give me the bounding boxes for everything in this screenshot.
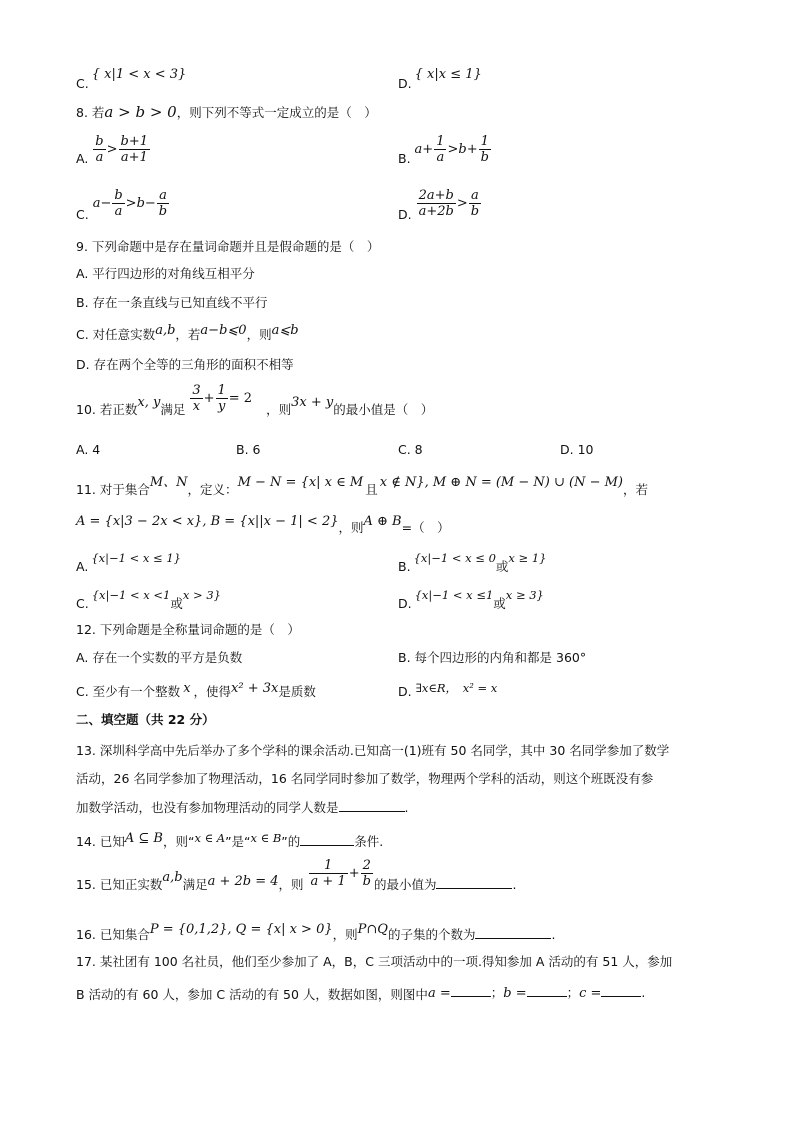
q15-stem: 15. 已知正实数a,b满足a + 2b = 4，则 $\frac{1}{a + 1}$ + $\frac{2}{b}$ 的最小值为 . — [76, 858, 517, 892]
fraction: $\frac{1}{y}$ — [217, 383, 226, 414]
q16-stem: 16. 已知集合P = {0,1,2}, Q = {x| x > 0}，则P∩Q的子集的个数为 . — [76, 922, 556, 942]
q10-option-b: B. 6 — [236, 442, 261, 457]
q11-given: A = {x|3 − 2x < x}, B = {x||x − 1| < 2}，则A ⊕ B=（ ） — [76, 514, 450, 535]
q17-line-2: B 活动的有 60 人，参加 C 活动的有 50 人，数据如图，则图中a = ；b = ；c = . — [76, 985, 646, 1002]
fraction: $\frac{b}{a}$ — [114, 188, 123, 219]
answer-blank-b[interactable] — [527, 984, 567, 997]
q13-line-1: 13. 深圳科学高中先后举办了多个学科的课余活动.已知高一(1)班有 50 名同学，其中 30 名同学参加了数学 — [76, 743, 670, 758]
q11-option-c: C.{x|−1 < x <1或x > 3} — [76, 588, 221, 611]
q12-option-a: A. 存在一个实数的平方是负数 — [76, 650, 243, 665]
q12-option-c: C. 至少有一个整数 x ，使得x² + 3x是质数 — [76, 681, 316, 699]
q7-option-c: C.{ x|1 < x < 3} — [76, 67, 187, 91]
answer-blank[interactable] — [339, 799, 405, 812]
answer-blank[interactable] — [300, 833, 354, 846]
fraction: $\frac{2a+b}{a+2b}$ — [418, 188, 454, 219]
q8-option-a: A. $\frac{b}{a}$ > $\frac{b+1}{a+1}$ — [76, 134, 149, 166]
q12-stem: 12. 下列命题是全称量词命题的是（ ） — [76, 622, 300, 637]
q11-option-b: B.{x|−1 < x ≤ 0或x ≥ 1} — [398, 551, 547, 574]
q9-option-a: A. 平行四边形的对角线互相平分 — [76, 266, 255, 281]
answer-blank-c[interactable] — [601, 984, 641, 997]
q11-stem: 11. 对于集合M、N，定义：M − N = {x| x ∈ M 且 x ∉ N}, M ⊕ N = (M − N) ∪ (N − M)，若 — [76, 475, 649, 497]
q13-line-2: 活动，26 名同学参加了物理活动，16 名同学同时参加了数学，物理两个学科的活动，则这个班既没有参 — [76, 771, 654, 786]
q8-option-d: D. $\frac{2a+b}{a+2b}$ > $\frac{a}{b}$ — [398, 188, 480, 222]
answer-blank-a[interactable] — [451, 984, 491, 997]
q12-option-d: D. ∃x∈R， x² = x — [398, 681, 498, 699]
q9-option-c: C. 对任意实数a,b，若a−b⩽0，则a⩽b — [76, 323, 299, 342]
answer-blank[interactable] — [436, 876, 512, 889]
q9-stem: 9. 下列命题中是存在量词命题并且是假命题的是（ ） — [76, 239, 380, 254]
q7-option-d: D.{ x|x ≤ 1} — [398, 67, 482, 91]
q9-option-d: D. 存在两个全等的三角形的面积不相等 — [76, 357, 294, 372]
fraction: $\frac{3}{x}$ — [192, 383, 201, 414]
fraction: $\frac{1}{a}$ — [436, 134, 445, 165]
answer-blank[interactable] — [475, 926, 551, 939]
q9-option-b: B. 存在一条直线与已知直线不平行 — [76, 295, 268, 310]
fraction: $\frac{b+1}{a+1}$ — [120, 134, 149, 165]
fraction: $\frac{a}{b}$ — [470, 188, 480, 219]
q8-option-b: B. a+ $\frac{1}{a}$ >b+ $\frac{1}{b}$ — [398, 134, 489, 166]
fraction: $\frac{2}{b}$ — [362, 858, 371, 889]
fraction: $\frac{1}{a + 1}$ — [310, 858, 346, 889]
q13-line-3: 加数学活动，也没有参加物理活动的同学人数是 . — [76, 800, 409, 815]
q14-stem: 14. 已知A ⊆ B，则“x ∈ A”是“x ∈ B”的 条件. — [76, 831, 384, 849]
q11-option-d: D.{x|−1 < x ≤1或x ≥ 3} — [398, 588, 544, 611]
q10-option-c: C. 8 — [398, 442, 423, 457]
fraction: $\frac{a}{b}$ — [158, 188, 168, 219]
q8-option-c: C. a− $\frac{b}{a}$ >b− $\frac{a}{b}$ — [76, 188, 168, 222]
q12-option-b: B. 每个四边形的内角和都是 360° — [398, 650, 587, 665]
q10-stem: 10. 若正数x, y满足 $\frac{3}{x}$ + $\frac{1}{y}$ = 2，则3x + y的最小值是（ ） — [76, 383, 434, 417]
section-title: 二、填空题（共 22 分） — [76, 712, 215, 727]
q17-line-1: 17. 某社团有 100 名社员，他们至少参加了 A，B，C 三项活动中的一项.得知参加 A 活动的有 51 人，参加 — [76, 954, 673, 969]
q8-stem: 8. 若a > b > 0，则下列不等式一定成立的是（ ） — [76, 103, 377, 121]
q10-option-a: A. 4 — [76, 442, 101, 457]
q11-option-a: A.{x|−1 < x ≤ 1} — [76, 551, 181, 574]
fraction: $\frac{1}{b}$ — [480, 134, 489, 165]
fraction: $\frac{b}{a}$ — [95, 134, 104, 165]
q10-option-d: D. 10 — [560, 442, 594, 457]
